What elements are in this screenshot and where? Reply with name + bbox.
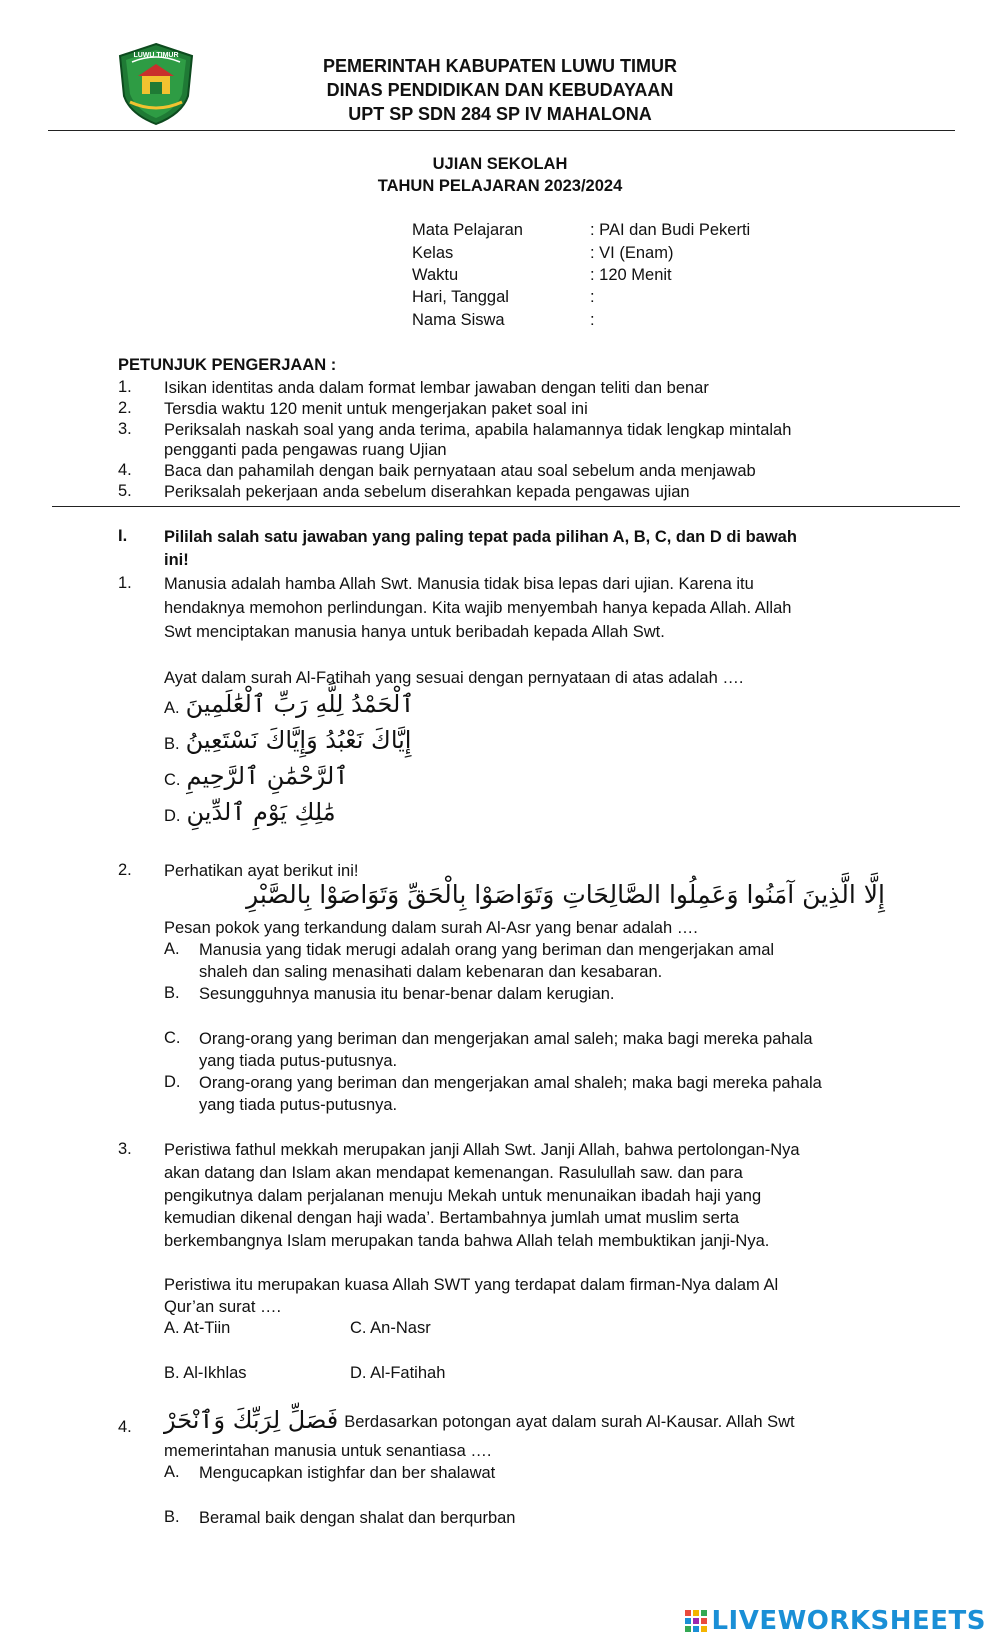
question-intro: Perhatikan ayat berikut ini! [164, 862, 359, 880]
header-line-3: UPT SP SDN 284 SP IV MAHALONA [348, 104, 652, 124]
answer-option-a[interactable] [164, 690, 414, 718]
question-text: kemudian dikenal dengan haji wada’. Bertambahnya jumlah umat muslim serta [164, 1209, 740, 1227]
info-value: : PAI dan Budi Pekerti [590, 221, 751, 239]
header-line-2: DINAS PENDIDIKAN DAN KEBUDAYAAN [326, 80, 674, 100]
option-label: B. [164, 984, 180, 1002]
liveworksheets-logo[interactable] [685, 1606, 986, 1636]
instruction-num: 3. [118, 420, 132, 438]
info-label: Waktu [412, 266, 459, 284]
question-text: Peristiwa fathul mekkah merupakan janji Allah Swt. Janji Allah, bahwa pertolongan-Nya [164, 1141, 800, 1159]
instruction-num: 4. [118, 461, 132, 479]
question-prompt: Peristiwa itu merupakan kuasa Allah SWT yang terdapat dalam firman-Nya dalam Al [164, 1276, 779, 1294]
header-divider [48, 130, 955, 131]
question-prompt: Pesan pokok yang terkandung dalam surah Al-Asr yang benar adalah …. [164, 919, 698, 937]
info-label: Mata Pelajaran [412, 221, 523, 239]
instruction-text: Periksalah naskah soal yang anda terima, apabila halamannya tidak lengkap mintalah [164, 421, 792, 439]
instruction-text-cont: pengganti pada pengawas ruang Ujian [164, 441, 447, 459]
instruction-num: 2. [118, 399, 132, 417]
option-text: Orang-orang yang beriman dan mengerjakan amal shaleh; maka bagi mereka pahala [199, 1074, 822, 1092]
answer-option-c[interactable] [164, 762, 348, 790]
instructions-divider [52, 506, 960, 507]
option-text-cont: shaleh dan saling menasihati dalam kebenaran dan kesabaran. [199, 963, 663, 981]
info-value: : [590, 311, 595, 329]
option-text: Beramal baik dengan shalat dan berqurban [199, 1509, 516, 1527]
instruction-text: Baca dan pahamilah dengan baik pernyataan atau soal sebelum anda menjawab [164, 462, 756, 480]
liveworksheets-icon [685, 1610, 707, 1632]
answer-option-d[interactable] [164, 798, 336, 826]
info-value: : 120 Menit [590, 266, 672, 284]
section-number: I. [118, 527, 128, 545]
option-label: A. [164, 1463, 180, 1481]
question-number: 3. [118, 1140, 132, 1158]
answer-option-d[interactable]: D. Al-Fatihah [350, 1364, 446, 1382]
answer-option-b[interactable] [164, 726, 411, 754]
question-number: 4. [118, 1418, 132, 1436]
instruction-text: Tersdia waktu 120 menit untuk mengerjakan paket soal ini [164, 400, 588, 418]
section-instruction: Pililah salah satu jawaban yang paling tepat pada pilihan A, B, C, dan D di bawah [164, 528, 797, 546]
instruction-num: 1. [118, 378, 132, 396]
option-text: Sesungguhnya manusia itu benar-benar dalam kerugian. [199, 985, 615, 1003]
info-label: Kelas [412, 244, 454, 262]
question-text-cont: memerintahan manusia untuk senantiasa …. [164, 1442, 492, 1460]
info-value: : VI (Enam) [590, 244, 674, 262]
option-arabic: مَٰلِكِ يَوْمِ ٱلدِّينِ [186, 798, 336, 826]
option-text: Orang-orang yang beriman dan mengerjakan amal saleh; maka bagi mereka pahala [199, 1030, 813, 1048]
question-text: berkembangnya Islam merupakan tanda bahwa Allah telah membuktikan janji-Nya. [164, 1232, 770, 1250]
header-line-1: PEMERINTAH KABUPATEN LUWU TIMUR [323, 56, 677, 76]
question-text: Manusia adalah hamba Allah Swt. Manusia tidak bisa lepas dari ujian. Karena itu [164, 575, 754, 593]
option-label: D. [164, 1073, 181, 1091]
option-label: A. [164, 940, 180, 958]
option-text: Manusia yang tidak merugi adalah orang yang beriman dan mengerjakan amal [199, 941, 775, 959]
info-value: : [590, 288, 595, 306]
answer-option-a[interactable]: A. At-Tiin [164, 1319, 231, 1337]
liveworksheets-wordmark: LIVEWORKSHEETS [711, 1606, 986, 1636]
exam-year: TAHUN PELAJARAN 2023/2024 [377, 177, 623, 195]
question-text: hendaknya memohon perlindungan. Kita wajib menyembah hanya kepada Allah. Allah [164, 599, 792, 617]
option-label: C. [164, 771, 181, 789]
question-text: Berdasarkan potongan ayat dalam surah Al-Kausar. Allah Swt [344, 1413, 795, 1431]
instruction-num: 5. [118, 482, 132, 500]
question-arabic: فَصَلِّ لِرَبِّكَ وَٱنْحَرْ [164, 1406, 339, 1434]
answer-option-c[interactable]: C. An-Nasr [350, 1319, 431, 1337]
question-text: pengikutnya dalam perjalanan menuju Mekah untuk menunaikan ibadah haji yang [164, 1187, 762, 1205]
option-arabic: ٱلْحَمْدُ لِلَّهِ رَبِّ ٱلْعَٰلَمِينَ [185, 690, 415, 718]
question-text: Swt menciptakan manusia hanya untuk beribadah kepada Allah Swt. [164, 623, 665, 641]
option-label: C. [164, 1029, 181, 1047]
question-prompt: Ayat dalam surah Al-Fatihah yang sesuai dengan pernyataan di atas adalah …. [164, 669, 744, 687]
info-label: Nama Siswa [412, 311, 505, 329]
instruction-text: Isikan identitas anda dalam format lembar jawaban dengan teliti dan benar [164, 379, 709, 397]
question-arabic: إِلَّا الَّذِينَ آمَنُوا وَعَمِلُوا الصَّالِحَاتِ وَتَوَاصَوْا بِالْحَقِّ وَتَوَاصَوْا بِالصَّبْرِ [246, 880, 885, 909]
logo-text: LUWU TIMUR [133, 52, 179, 59]
question-text: akan datang dan Islam akan mendapat kemenangan. Rasulullah saw. dan para [164, 1164, 743, 1182]
exam-title: UJIAN SEKOLAH [432, 155, 568, 173]
question-line [164, 1406, 904, 1434]
option-text-cont: yang tiada putus-putusnya. [199, 1052, 398, 1070]
option-label: B. [164, 1508, 180, 1526]
section-instruction-cont: ini! [164, 551, 189, 569]
option-text: Mengucapkan istighfar dan ber shalawat [199, 1464, 496, 1482]
question-number: 2. [118, 861, 132, 879]
info-label: Hari, Tanggal [412, 288, 509, 306]
option-arabic: إِيَّاكَ نَعْبُدُ وَإِيَّاكَ نَسْتَعِينُ [185, 726, 412, 754]
answer-option-b[interactable]: B. Al-Ikhlas [164, 1364, 247, 1382]
option-label: A. [164, 699, 180, 717]
option-text-cont: yang tiada putus-putusnya. [199, 1096, 398, 1114]
question-prompt-cont: Qur’an surat …. [164, 1298, 282, 1316]
option-arabic: ٱلرَّحْمَٰنِ ٱلرَّحِيمِ [186, 762, 349, 790]
option-label: B. [164, 735, 180, 753]
instructions-heading: PETUNJUK PENGERJAAN : [118, 356, 337, 374]
option-label: D. [164, 807, 181, 825]
instruction-text: Periksalah pekerjaan anda sebelum diserahkan kepada pengawas ujian [164, 483, 690, 501]
question-number: 1. [118, 574, 132, 592]
